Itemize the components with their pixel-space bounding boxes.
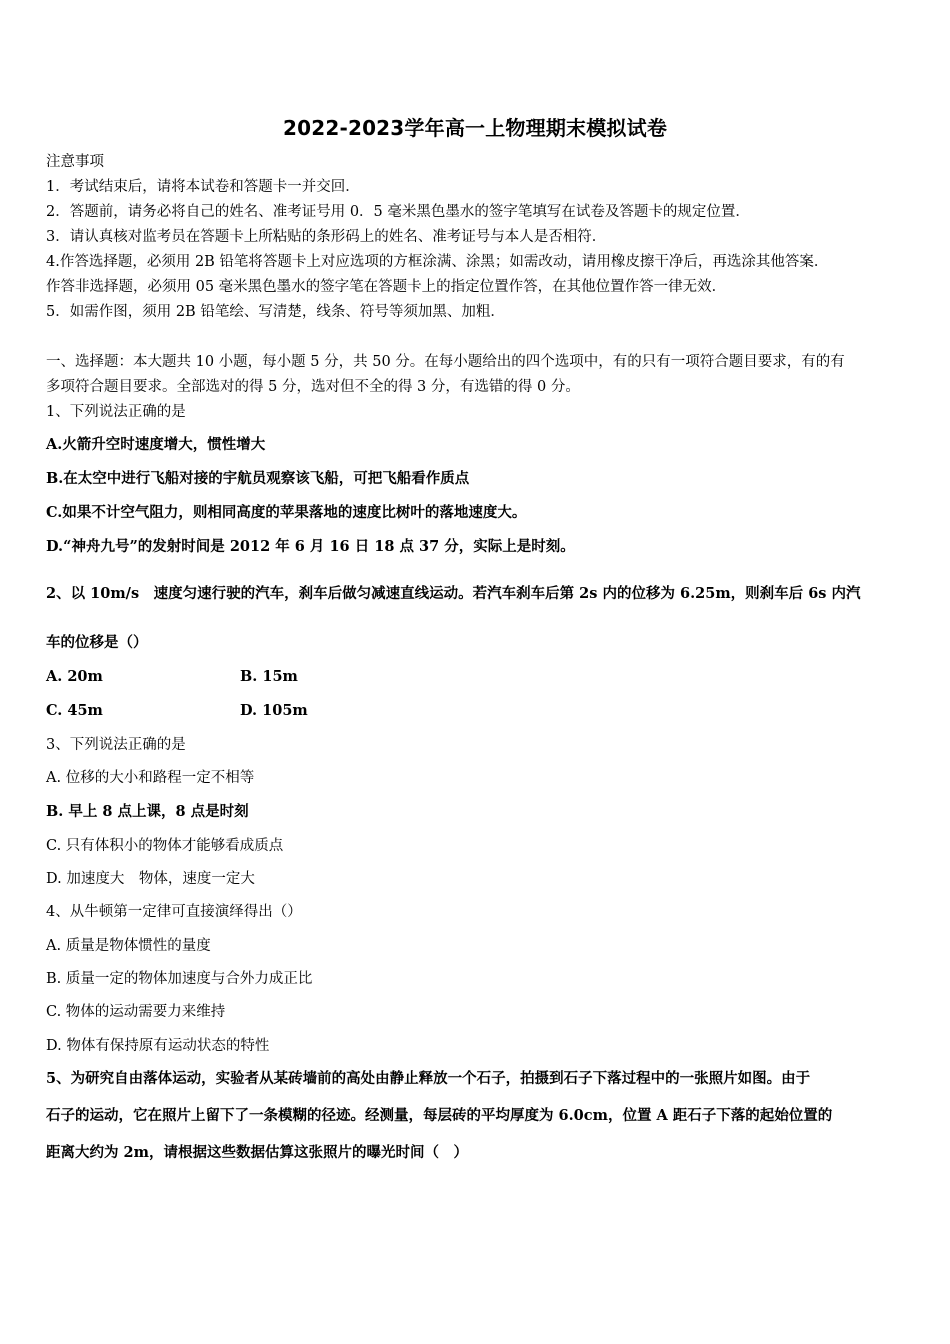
question-5-stem: 石子的运动，它在照片上留下了一条模糊的径迹。经测量，每层砖的平均厚度为 6.0cm，位置 A 距石子下落的起始位置的 <box>46 1107 833 1124</box>
question-4-stem: 4、从牛顿第一定律可直接演绎得出（） <box>46 904 302 920</box>
notice-item: 1．考试结束后，请将本试卷和答题卡一并交回． <box>46 179 360 195</box>
question-3-stem: 3、下列说法正确的是 <box>46 737 186 753</box>
question-2-option-a: A. 20m <box>46 668 103 685</box>
question-4-option-a: A. 质量是物体惯性的量度 <box>46 938 211 954</box>
question-4-option-b: B. 质量一定的物体加速度与合外力成正比 <box>46 971 313 987</box>
question-1-option-d: D.“神舟九号”的发射时间是 2012 年 6 月 16 日 18 点 37 分，实际上是时刻。 <box>46 538 575 555</box>
notice-item: 2．答题前，请务必将自己的姓名、准考证号用 0．5 毫米黑色墨水的签字笔填写在试卷及答题卡的规定位置． <box>46 204 750 220</box>
question-2-option-d: D. 105m <box>240 702 308 719</box>
question-3-option-c: C. 只有体积小的物体才能够看成质点 <box>46 838 284 854</box>
notice-item: 作答非选择题，必须用 05 毫米黑色墨水的签字笔在答题卡上的指定位置作答，在其他位置作答一律无效． <box>46 279 727 295</box>
question-3-option-d: D. 加速度大 物体，速度一定大 <box>46 871 255 887</box>
question-1-option-b: B.在太空中进行飞船对接的宇航员观察该飞船，可把飞船看作质点 <box>46 470 470 487</box>
question-2-stem: 车的位移是（） <box>46 634 148 651</box>
question-1-stem: 1、下列说法正确的是 <box>46 404 186 420</box>
question-2-option-b: B. 15m <box>240 668 298 685</box>
question-2-stem: 2、以 10m/s 速度匀速行驶的汽车，刹车后做匀减速直线运动。若汽车刹车后第 2s 内的位移为 6.25m，则刹车后 6s 内汽 <box>46 585 861 602</box>
question-3-option-a: A. 位移的大小和路程一定不相等 <box>46 770 255 786</box>
question-3-option-b: B. 早上 8 点上课，8 点是时刻 <box>46 803 249 820</box>
section-instruction: 多项符合题目要求。全部选对的得 5 分，选对但不全的得 3 分，有选错的得 0 分。 <box>46 379 580 395</box>
notice-item: 4.作答选择题，必须用 2B 铅笔将答题卡上对应选项的方框涂满、涂黑；如需改动，请用橡皮擦干净后，再选涂其他答案． <box>46 254 829 270</box>
question-1-option-c: C.如果不计空气阻力，则相同高度的苹果落地的速度比树叶的落地速度大。 <box>46 504 527 521</box>
question-2-option-c: C. 45m <box>46 702 103 719</box>
notice-item: 3．请认真核对监考员在答题卡上所粘贴的条形码上的姓名、准考证号与本人是否相符． <box>46 229 607 245</box>
notice-item: 5．如需作图，须用 2B 铅笔绘、写清楚，线条、符号等须加黑、加粗． <box>46 304 505 320</box>
page-title: 2022-2023学年高一上物理期末模拟试卷 <box>282 116 668 140</box>
question-5-stem: 5、为研究自由落体运动，实验者从某砖墙前的高处由静止释放一个石子，拍摄到石子下落过程中的一张照片如图。由于 <box>46 1070 811 1087</box>
question-4-option-d: D. 物体有保持原有运动状态的特性 <box>46 1038 270 1054</box>
question-4-option-c: C. 物体的运动需要力来维持 <box>46 1004 226 1020</box>
notice-heading: 注意事项 <box>46 154 104 170</box>
question-5-stem: 距离大约为 2m，请根据这些数据估算这张照片的曝光时间（ ） <box>46 1144 468 1161</box>
section-instruction: 一、选择题：本大题共 10 小题，每小题 5 分，共 50 分。在每小题给出的四个选项中，有的只有一项符合题目要求，有的有 <box>46 354 845 370</box>
question-1-option-a: A.火箭升空时速度增大，惯性增大 <box>46 436 266 453</box>
